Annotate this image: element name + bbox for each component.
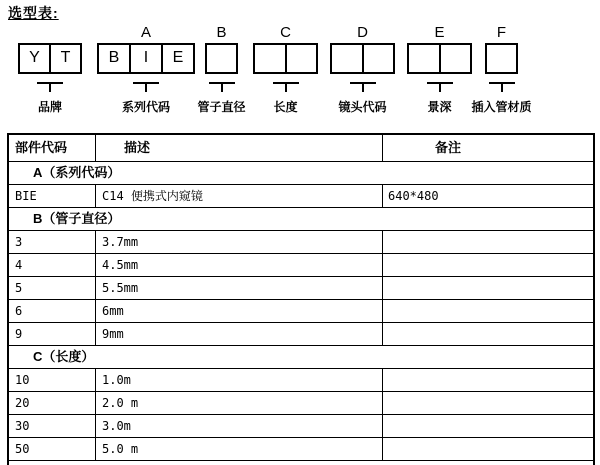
code-cell: Y bbox=[29, 49, 40, 66]
table-data-row bbox=[9, 253, 593, 276]
cell-desc: 3.7mm bbox=[96, 231, 383, 253]
connector-tick bbox=[427, 82, 453, 92]
connector-tick bbox=[37, 82, 63, 92]
diagram-letter: E bbox=[434, 24, 445, 41]
code-cell bbox=[487, 45, 516, 72]
cell-desc: 5.5mm bbox=[96, 277, 383, 299]
table-body bbox=[9, 161, 593, 460]
table-data-row bbox=[9, 276, 593, 299]
table-data-row bbox=[9, 437, 593, 460]
table-section-row bbox=[9, 161, 593, 184]
cell-code: BIE bbox=[9, 185, 96, 207]
cell-code: 6 bbox=[9, 300, 96, 322]
section-label: C（长度） bbox=[33, 349, 95, 364]
code-group-A bbox=[97, 22, 195, 114]
table-data-row bbox=[9, 230, 593, 253]
connector-tick bbox=[133, 82, 159, 92]
code-cell bbox=[207, 45, 236, 72]
code-cell: I bbox=[129, 45, 161, 72]
cell-note bbox=[383, 300, 593, 322]
diagram-group-label: 镜头代码 bbox=[338, 100, 387, 114]
table-data-row bbox=[9, 322, 593, 345]
code-boxes bbox=[97, 43, 195, 74]
table-data-row bbox=[9, 184, 593, 207]
code-boxes bbox=[205, 43, 238, 74]
section-label: B（管子直径） bbox=[33, 211, 121, 226]
diagram-letter: C bbox=[280, 24, 291, 41]
table-row-partial bbox=[9, 460, 593, 465]
diagram-group-label: 品牌 bbox=[37, 100, 63, 114]
section-label: A（系列代码） bbox=[33, 165, 121, 180]
table-data-row bbox=[9, 391, 593, 414]
code-group-yt bbox=[18, 22, 82, 114]
table-header-row bbox=[9, 135, 593, 161]
cell-note bbox=[383, 323, 593, 345]
cell-note bbox=[383, 438, 593, 460]
cell-desc: 2.0 m bbox=[96, 392, 383, 414]
code-group-E bbox=[407, 22, 472, 114]
cell-desc: 3.0m bbox=[96, 415, 383, 437]
cell-code: 5 bbox=[9, 277, 96, 299]
diagram-group-label: 景深 bbox=[427, 100, 452, 114]
cell-desc: 5.0 m bbox=[96, 438, 383, 460]
cell-code: 3 bbox=[9, 231, 96, 253]
code-cell bbox=[439, 45, 471, 72]
cell-desc: 4.5mm bbox=[96, 254, 383, 276]
code-boxes bbox=[18, 43, 82, 74]
connector-tick bbox=[273, 82, 299, 92]
connector-tick bbox=[489, 82, 515, 92]
diagram-letter bbox=[18, 22, 82, 43]
table-section-row bbox=[9, 207, 593, 230]
code-cell bbox=[332, 45, 362, 72]
code-boxes bbox=[407, 43, 472, 74]
header-description: 描述 bbox=[96, 135, 383, 161]
cell-note bbox=[383, 415, 593, 437]
code-cell bbox=[255, 45, 285, 72]
cell-desc: C14 便携式内窥镜 bbox=[96, 185, 383, 207]
page-title: 选型表: bbox=[8, 5, 59, 21]
cell-code: 4 bbox=[9, 254, 96, 276]
cell-desc: 9mm bbox=[96, 323, 383, 345]
cell-code: 30 bbox=[9, 415, 96, 437]
cell-note bbox=[383, 369, 593, 391]
table-data-row bbox=[9, 368, 593, 391]
code-boxes bbox=[485, 43, 518, 74]
cell-code: 50 bbox=[9, 438, 96, 460]
cell-note bbox=[383, 392, 593, 414]
connector-tick bbox=[350, 82, 376, 92]
table-data-row bbox=[9, 299, 593, 322]
table-section-row bbox=[9, 345, 593, 368]
code-group-F bbox=[471, 22, 532, 114]
cell-note bbox=[383, 277, 593, 299]
diagram-group-label: 长度 bbox=[273, 100, 298, 114]
code-cell bbox=[409, 45, 439, 72]
code-group-C bbox=[253, 22, 318, 114]
cell-code: 20 bbox=[9, 392, 96, 414]
code-cell: B bbox=[108, 49, 120, 66]
code-group-B bbox=[197, 22, 246, 114]
cell-note bbox=[383, 231, 593, 253]
code-cell: E bbox=[161, 45, 193, 72]
header-part-code: 部件代码 bbox=[9, 135, 96, 161]
cell-desc: 1.0m bbox=[96, 369, 383, 391]
model-code-diagram bbox=[0, 22, 600, 114]
cell-code: 10 bbox=[9, 369, 96, 391]
selection-table bbox=[7, 133, 595, 465]
diagram-letter: B bbox=[216, 24, 227, 41]
connector-tick bbox=[209, 82, 235, 92]
cell-note: 640*480 bbox=[388, 189, 439, 203]
cell-note bbox=[383, 254, 593, 276]
code-cell bbox=[362, 45, 394, 72]
diagram-group-label: 插入管材质 bbox=[471, 100, 532, 114]
code-boxes bbox=[330, 43, 395, 74]
diagram-letter: D bbox=[357, 24, 368, 41]
diagram-letter: A bbox=[140, 24, 151, 41]
code-cell bbox=[285, 45, 317, 72]
cell-desc: 6mm bbox=[96, 300, 383, 322]
diagram-group-label: 管子直径 bbox=[197, 100, 246, 114]
code-group-D bbox=[330, 22, 395, 114]
code-boxes bbox=[253, 43, 318, 74]
table-data-row bbox=[9, 414, 593, 437]
diagram-group-label: 系列代码 bbox=[121, 100, 171, 114]
header-remark: 备注 bbox=[435, 140, 462, 155]
cell-code: 9 bbox=[9, 323, 96, 345]
diagram-letter: F bbox=[496, 24, 507, 41]
code-cell: T bbox=[49, 45, 80, 72]
